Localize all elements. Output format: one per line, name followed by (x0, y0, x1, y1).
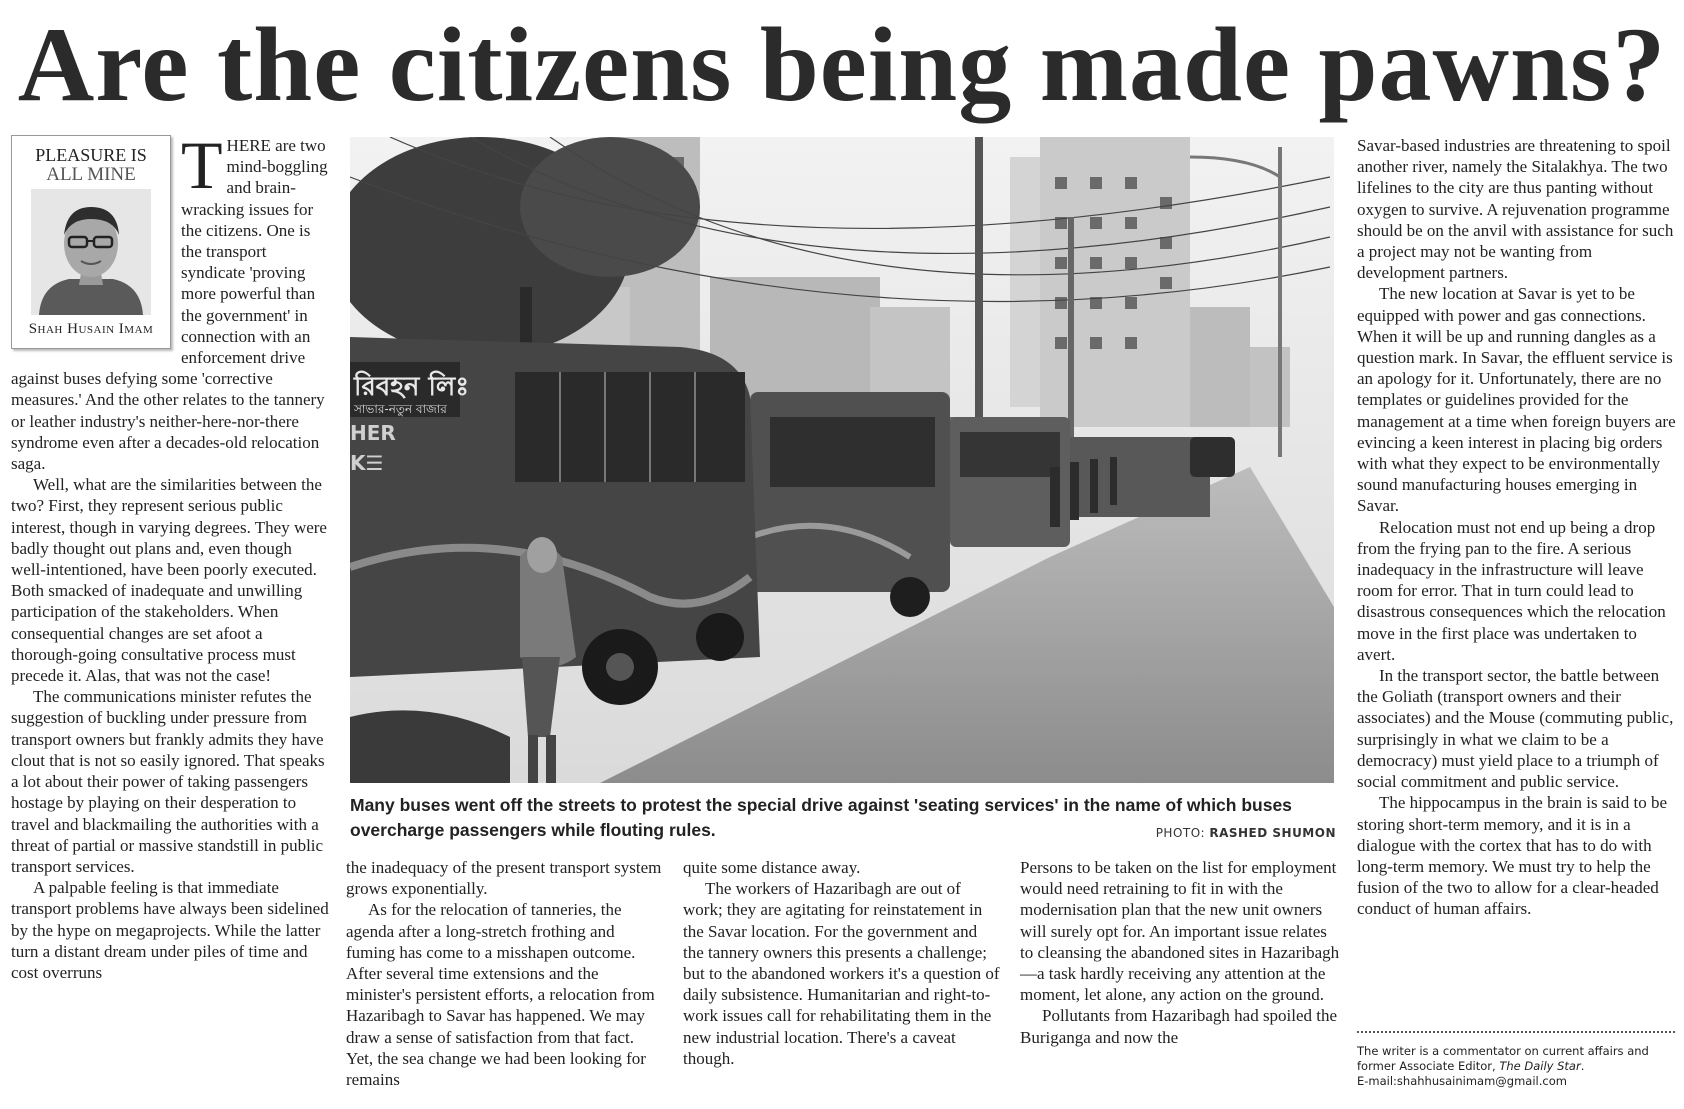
bus-sign-latin-2: K☰ (350, 451, 384, 475)
paragraph: As for the relocation of tanneries, the agenda after a long-stretch frothing and fuming has come to a misshapen outcome. After several time extensions and the minister's persistent efforts, a relocation from Hazaribagh to Savar has happened. We may draw a sense of satisfaction from that fact. Yet, the sea change we had been looking for remains (346, 900, 655, 1090)
paragraph: The new location at Savar is yet to be equipped with power and gas connections. When it will be up and running dangles as a question mark. In Savar, the effluent service is an apology for it. Unfortunately, there are no templates or guidelines provided for the management at a time when foreign buyers are evincing a keen interest in placing big orders with what they expect to be environmentally sound manufacturing houses emerging in Savar. (1357, 284, 1676, 516)
author-email: E-mail:shahhusainimam@gmail.com (1357, 1074, 1567, 1088)
paragraph: HERE are two mind-boggling and brain-wracking issues for the citizens. One is the transport syndicate 'proving more powerful than the government' in connection with an enforcement drive against buses defying some 'corrective measures.' And the other relates to the tannery or leather industry's neither-here-nor-there syndrome even after a decades-old relocation saga. (11, 136, 328, 474)
paragraph: Savar-based industries are threatening to spoil another river, namely the Sitalakhya. The two lifelines to the city are thus panting without oxygen to survive. A rejuvenation programme should be on the anvil with assistance for such a project may not be wanting from development partners. (1357, 136, 1674, 283)
author-name: Shah Husain Imam (28, 321, 154, 337)
column-title-line1: PLEASURE IS (35, 145, 147, 165)
article-column-2 (346, 857, 664, 1090)
paragraph: Pollutants from Hazaribagh had spoiled the Buriganga and now the (1020, 1006, 1338, 1047)
paragraph: the inadequacy of the present transport system grows exponentially. (346, 858, 662, 899)
author-footnote (1357, 1044, 1677, 1089)
photo-caption: Many buses went off the streets to protest the special drive against 'seating services' in the name of which buses overcharge passengers while flouting rules. (350, 795, 1292, 840)
author-portrait (31, 189, 151, 315)
columnist-mug-box (11, 135, 171, 349)
headline: Are the citizens being made pawns? (17, 6, 1667, 123)
photo-credit (1156, 826, 1336, 840)
bus-sign-bengali-1: রিবহন লিঃ (354, 372, 470, 402)
drop-cap: T (181, 127, 223, 203)
footnote-text: The writer is a commentator on current affairs and former Associate Editor, (1357, 1044, 1649, 1073)
paragraph: quite some distance away. (683, 858, 861, 877)
newspaper-name: The Daily Star (1499, 1059, 1581, 1073)
footer-divider (1357, 1031, 1675, 1033)
article-column-1 (11, 127, 329, 1085)
paragraph: The communications minister refutes the suggestion of buckling under pressure from transport owners but frankly admits they have clout that is not so easily ignored. That speaks a lot about their power of taking passengers hostage by playing on their desperation to travel and blackmailing the authorities with a threat of partial or massive standstill in public transport services. (11, 687, 325, 876)
article-column-5 (1357, 135, 1677, 920)
paragraph: Persons to be taken on the list for employment would need retraining to fit in with the modernisation plan that the new unit owners will surely opt for. An important issue relates to cleansing the abandoned sites in Hazaribagh—a task hardly receiving any attention at the moment, let alone, any action on the ground. (1020, 858, 1340, 1005)
bus-sign-latin-1: HER (350, 421, 396, 445)
column-title-line2: ALL MINE (46, 164, 136, 185)
article-column-3 (683, 857, 1001, 1069)
photo-credit-label: PHOTO: (1155, 826, 1210, 840)
footnote-period: . (1580, 1059, 1585, 1073)
paragraph: The workers of Hazaribagh are out of work; they are agitating for reinstatement in the Savar location. For the government and the tannery owners this presents a challenge; but to the abandoned workers it's a question of daily subsistence. Humanitarian and right-to-work issues call for rehabilitating them in the new industrial location. There's a caveat though. (683, 879, 1000, 1068)
paragraph: In the transport sector, the battle between the Goliath (transport owners and their associates) and the Mouse (commuting public, surprisingly in what we claim to be a democracy) must yield place to a triumph of social commitment and public service. (1357, 666, 1674, 792)
paragraph: Well, what are the similarities between the two? First, they represent serious public interest, though in varying degrees. They were badly thought out plans and, even though well-intentioned, have been poorly executed. Both smacked of inadequate and unwilling participation of the stakeholders. When consequential changes are set afoot a thorough-going consultative process must precede it. Alas, that was not the case! (11, 475, 327, 686)
article-column-4 (1020, 857, 1340, 1048)
paragraph: The hippocampus in the brain is said to be storing short-term memory, and it is in a dialogue with the cortex that has to do with long-term memory. We must try to help the fusion of the two to allow for a clear-headed conduct of human affairs. (1357, 793, 1667, 919)
paragraph: A palpable feeling is that immediate transport problems have always been sidelined by the hype on megaprojects. While the latter turn a distant dream under piles of time and cost overruns (11, 878, 329, 982)
photographer-name: RASHED SHUMON (1209, 826, 1336, 840)
paragraph: Relocation must not end up being a drop from the frying pan to the fire. A serious inadequacy in the infrastructure will leave room for error. That in turn could lead to disastrous consequences which the relocation move in the first place was undertaken to avert. (1357, 517, 1666, 664)
news-photo (350, 137, 1334, 783)
buses-photo-illustration (350, 137, 1334, 783)
bus-sign-bengali-2: সাভার-নতুন বাজার (354, 402, 447, 416)
